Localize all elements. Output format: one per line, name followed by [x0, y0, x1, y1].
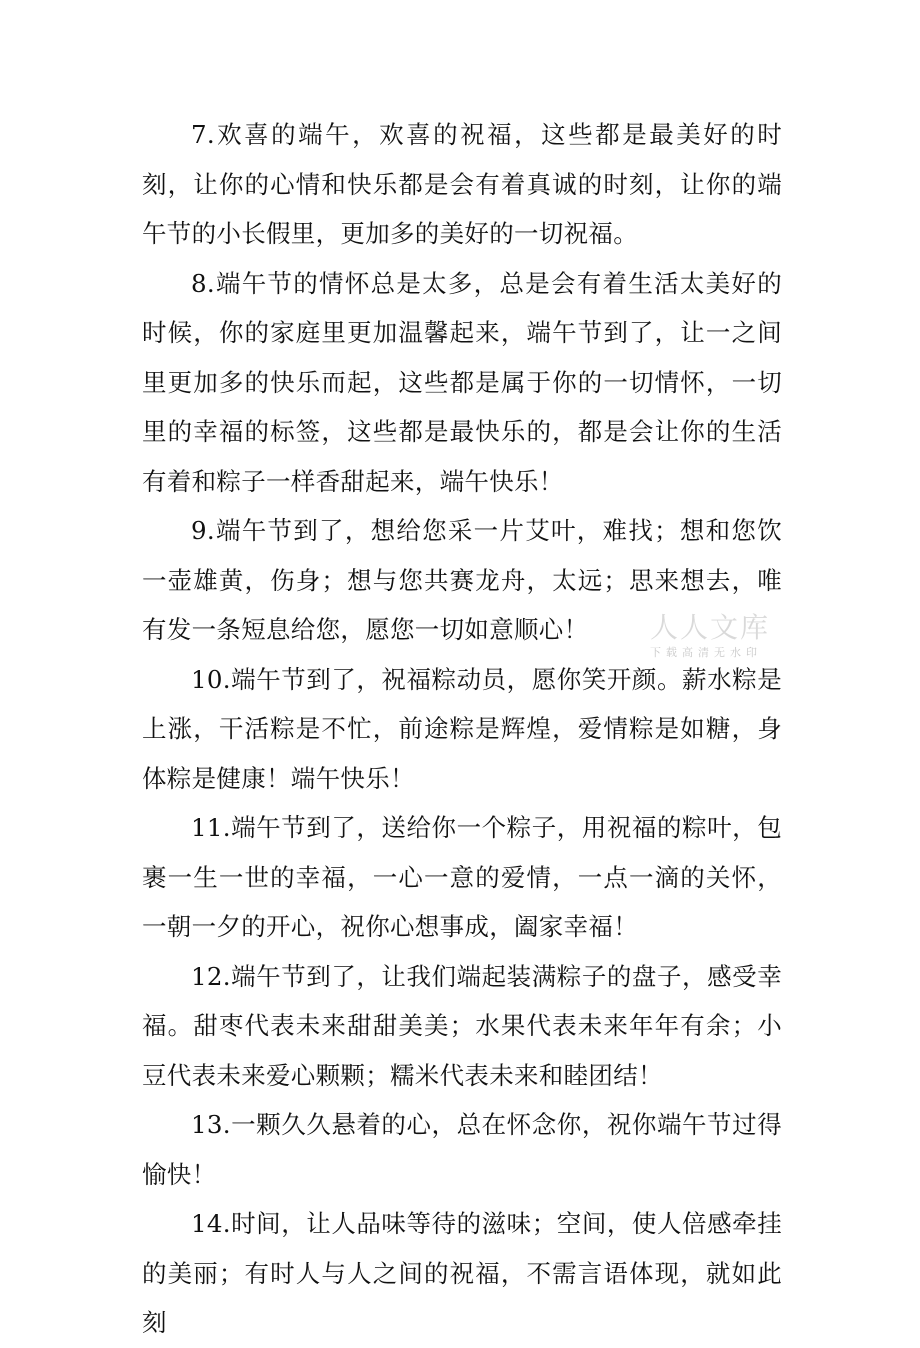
paragraph-7: 7.欢喜的端午，欢喜的祝福，这些都是最美好的时刻，让你的心情和快乐都是会有着真诚的时刻，让你的端午节的小长假里，更加多的美好的一切祝福。 [142, 120, 782, 248]
paragraph-14: 14.时间，让人品味等待的滋味；空间，使人倍感牵挂的美丽；有时人与人之间的祝福，不需言语体现，就如此刻 [142, 1209, 782, 1337]
paragraph-11: 11.端午节到了，送给你一个粽子，用祝福的粽叶，包裹一生一世的幸福，一心一意的爱情，一点一滴的关怀，一朝一夕的开心，祝你心想事成，阖家幸福！ [142, 813, 782, 941]
paragraph-13: 13.一颗久久悬着的心，总在怀念你，祝你端午节过得愉快！ [142, 1110, 782, 1189]
paragraph-10: 10.端午节到了，祝福粽动员，愿你笑开颜。薪水粽是上涨，干活粽是不忙，前途粽是辉煌，爱情粽是如糖，身体粽是健康！端午快乐！ [142, 664, 782, 793]
document-body [142, 110, 782, 1348]
watermark-subtitle: 下载高清无水印 [650, 646, 762, 659]
watermark-title: 人人文库 [650, 611, 771, 644]
paragraph-8: 8.端午节的情怀总是太多，总是会有着生活太美好的时候，你的家庭里更加温馨起来，端午节到了，让一之间里更加多的快乐而起，这些都是属于你的一切情怀，一切里的幸福的标签，这些都是最快乐的，都是会让你的生活有着和粽子一样香甜起来，端午快乐！ [142, 268, 782, 496]
paragraph-9: 9.端午节到了，想给您采一片艾叶，难找；想和您饮一壶雄黄，伤身；想与您共赛龙舟，太远；思来想去，唯有发一条短息给您，愿您一切如意顺心！ [142, 516, 782, 644]
paragraph-12: 12.端午节到了，让我们端起装满粽子的盘子，感受幸福。甜枣代表未来甜甜美美；水果代表未来年年有余；小豆代表未来爱心颗颗；糯米代表未来和睦团结！ [142, 961, 782, 1090]
